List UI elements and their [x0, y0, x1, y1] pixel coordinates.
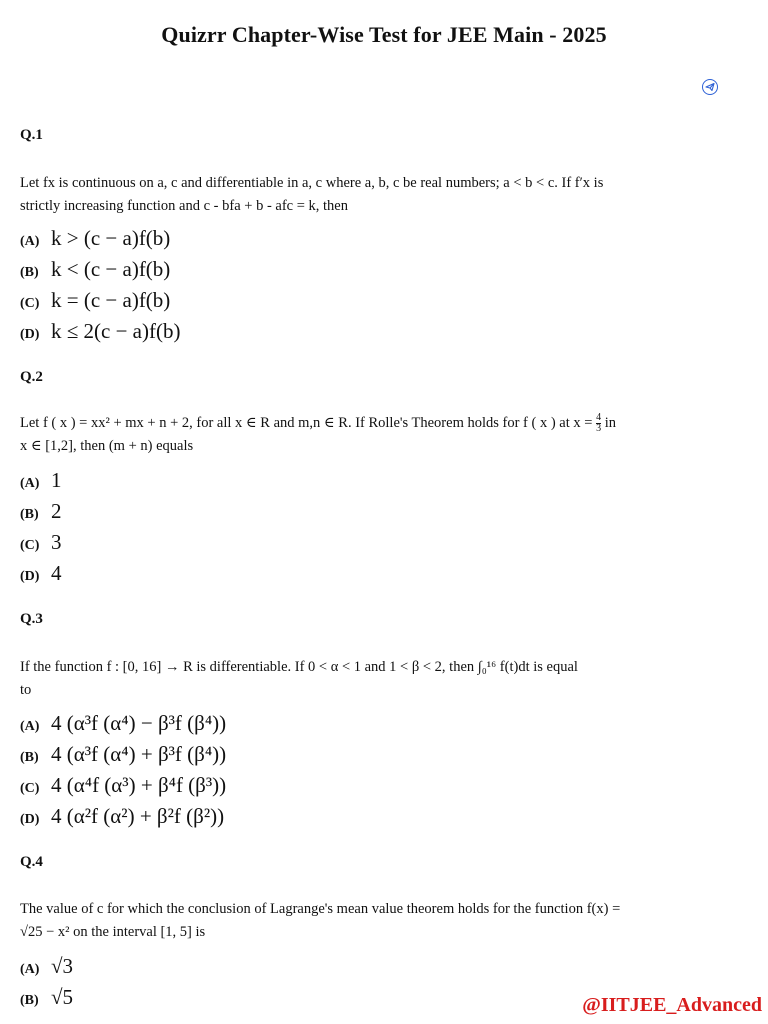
stem-line: Let fx is continuous on a, c and differentiable in a, c where a, b, c be real numbers; a < b < c. If f′x is [20, 175, 604, 191]
option-b[interactable] [20, 985, 73, 1010]
fraction [596, 413, 601, 434]
telegram-send-icon[interactable] [702, 79, 718, 95]
option-key: (C) [20, 781, 40, 796]
option-key: (D) [20, 812, 40, 827]
option-b[interactable] [20, 742, 226, 767]
option-key: (A) [20, 719, 40, 734]
stem-line: to [20, 682, 32, 698]
option-text: 4 (α³f (α⁴) + β³f (β⁴)) [51, 742, 227, 766]
option-d[interactable] [20, 319, 180, 344]
option-text: 4 (α³f (α⁴) − β³f (β⁴)) [51, 711, 227, 735]
option-text: √5 [51, 985, 74, 1009]
stem-line: The value of c for which the conclusion of Lagrange's mean value theorem holds for the function f(x) = [20, 901, 621, 917]
stem-line: x ∈ [1,2], then (m + n) equals [20, 438, 194, 454]
option-c[interactable] [20, 288, 170, 313]
option-text: 4 (α⁴f (α³) + β⁴f (β³)) [51, 773, 227, 797]
option-d[interactable] [20, 804, 224, 829]
option-key: (B) [20, 750, 39, 765]
watermark-handle: @IITJEE_Advanced [582, 994, 762, 1016]
option-b[interactable] [20, 499, 62, 524]
option-text: 4 [51, 561, 62, 585]
option-key: (C) [20, 538, 40, 553]
question-label: Q.3 [20, 611, 43, 627]
option-a[interactable] [20, 954, 73, 979]
option-text: 2 [51, 499, 62, 523]
question-label: Q.1 [20, 127, 43, 143]
stem-line: If the function f : [0, 16] → R is differentiable. If 0 < α < 1 and 1 < β < 2, then ∫₀¹⁶ f(t)dt is equal [20, 659, 578, 675]
numerator: 4 [596, 412, 602, 424]
option-text: k ≤ 2(c − a)f(b) [51, 319, 181, 343]
question-stem [20, 898, 750, 944]
option-text: 4 (α²f (α²) + β²f (β²)) [51, 804, 225, 828]
option-key: (D) [20, 327, 40, 342]
stem-line [20, 412, 750, 435]
paper-plane-icon [705, 82, 715, 92]
stem-line: strictly increasing function and c - bfa + b - afc = k, then [20, 198, 348, 214]
question-label: Q.4 [20, 854, 43, 870]
stem-line: √25 − x² on the interval [1, 5] is [20, 924, 206, 940]
option-key: (B) [20, 507, 39, 522]
option-text: √3 [51, 954, 74, 978]
option-d[interactable] [20, 561, 62, 586]
option-text: 1 [51, 468, 62, 492]
question-stem [20, 412, 750, 458]
question-label: Q.2 [20, 369, 43, 385]
option-key: (A) [20, 234, 40, 249]
option-key: (B) [20, 993, 39, 1008]
stem-text: in [604, 415, 616, 431]
page-title: Quizrr Chapter-Wise Test for JEE Main - 2025 [161, 22, 607, 47]
option-key: (B) [20, 265, 39, 280]
stem-text: Let f ( x ) = xx² + mx + n + 2, for all x ∈ R and m,n ∈ R. If Rolle's Theorem holds for f ( x ) at x = [20, 415, 593, 431]
option-c[interactable] [20, 530, 62, 555]
question-stem [20, 172, 750, 218]
option-text: k < (c − a)f(b) [51, 257, 171, 281]
option-text: k = (c − a)f(b) [51, 288, 171, 312]
question-stem [20, 656, 750, 702]
option-c[interactable] [20, 773, 226, 798]
option-a[interactable] [20, 226, 170, 251]
option-text: k > (c − a)f(b) [51, 226, 171, 250]
option-key: (A) [20, 476, 40, 491]
option-key: (D) [20, 569, 40, 584]
option-b[interactable] [20, 257, 170, 282]
denominator: 3 [596, 423, 602, 435]
option-a[interactable] [20, 468, 62, 493]
option-text: 3 [51, 530, 62, 554]
option-a[interactable] [20, 711, 226, 736]
option-key: (C) [20, 296, 40, 311]
option-key: (A) [20, 962, 40, 977]
